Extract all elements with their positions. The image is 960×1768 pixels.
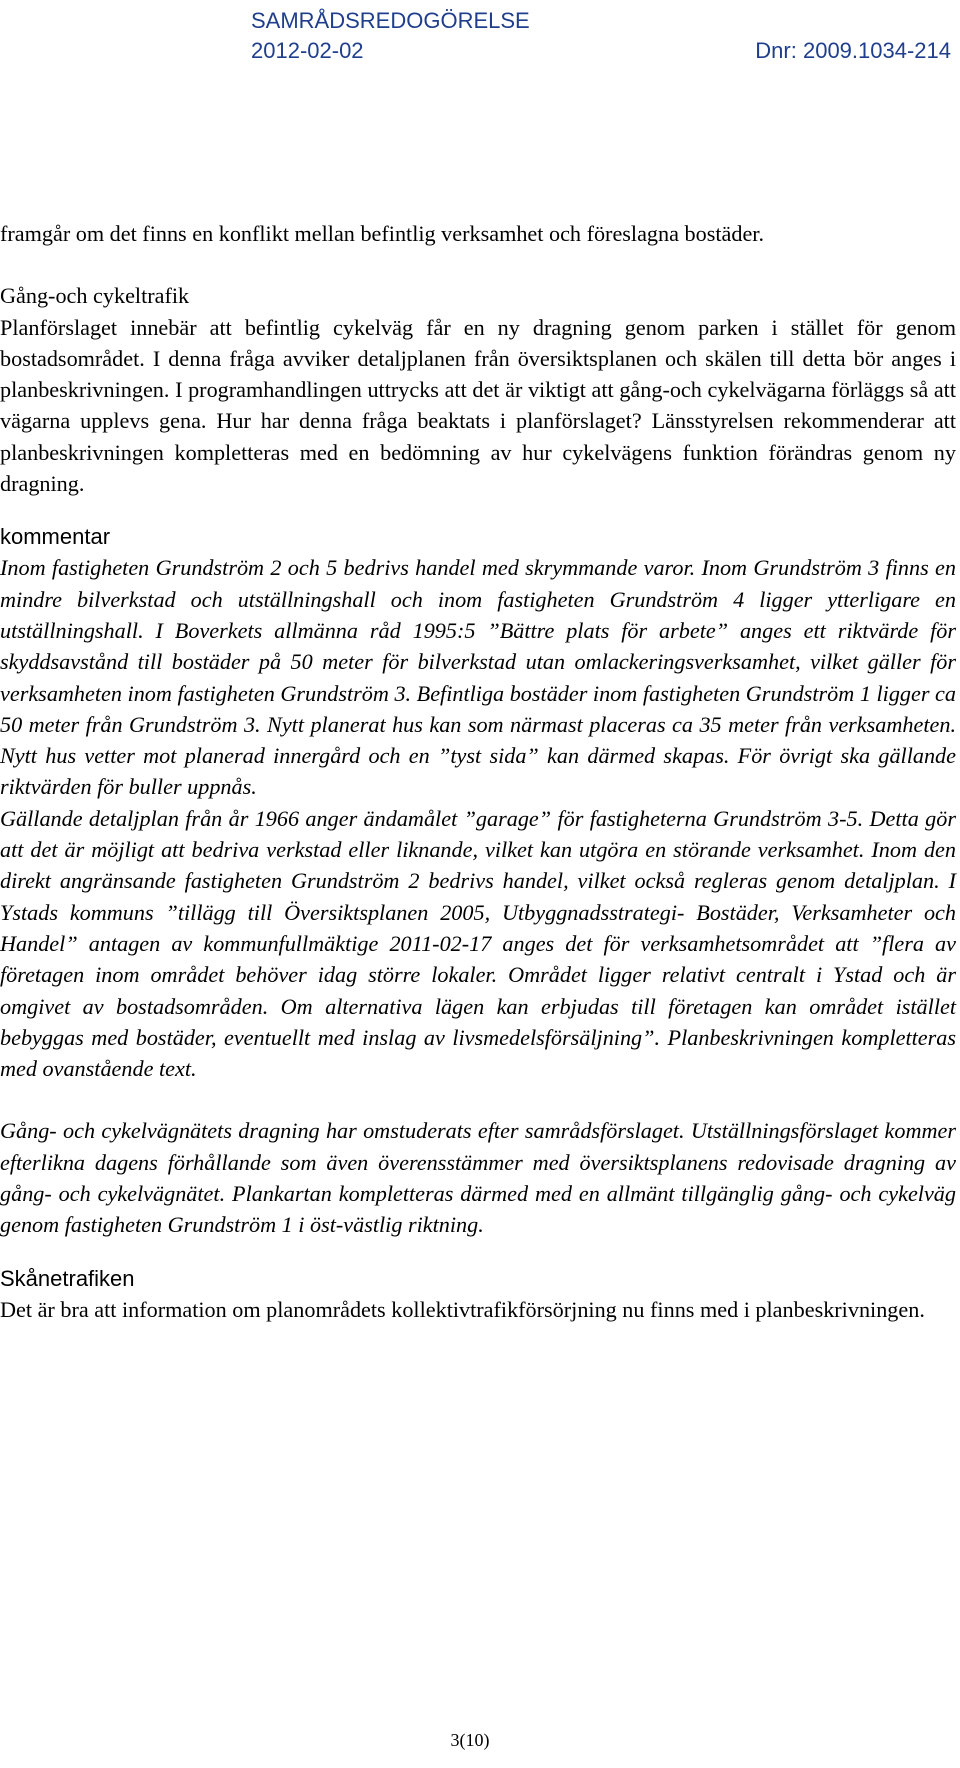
section-heading-skanetrafiken: Skånetrafiken <box>0 1265 135 1291</box>
intro-paragraph: framgår om det finns en konflikt mellan befintlig verksamhet och föreslagna bostäder. <box>0 221 765 246</box>
document-date: 2012-02-02 <box>251 38 364 63</box>
kommentar-paragraph-3: Gång- och cykelvägnätets dragning har omstuderats efter samrådsförslaget. Utställningsförslaget kommer efterlikna dagens förhållande som även överensstämmer med översiktsplanens redovisade dragning av gång- och cykelvägnätet. Plankartan kompletteras därmed med en allmänt tillgänglig gång- och cykelväg genom fastigheten Grundström 1 i öst-västlig riktning. <box>0 1118 956 1238</box>
kommentar-paragraph-2: Gällande detaljplan från år 1966 anger ändamålet ”garage” för fastigheterna Grundström 3-5. Detta gör att det är möjligt att bedriva verkstad eller liknande, vilket kan utgöra en störande verksamhet. Inom den direkt angränsande fastigheten Grundström 2 bedrivs handel, vilket också regleras genom detaljplan. I Ystads kommuns ”tillägg till Översiktsplanen 2005, Utbyggnadsstrategi- Bostäder, Verksamheter och Handel” antagen av kommunfullmäktige 2011-02-17 anges det för verksamhetsområdet att ”flera av företagen inom området behöver idag större lokaler. Området ligger relativt centralt i Ystad och är omgivet av bostadsområden. Om alternativa lägen kan erbjudas till företagen kan området istället bebyggas med bostäder, eventuellt med inslag av livsmedelsförsäljning”. Planbeskrivningen kompletteras med ovanstående text. <box>0 805 956 1082</box>
header-meta-row <box>251 36 951 66</box>
skanetrafiken-paragraph: Det är bra att information om planområdets kollektivtrafikförsörjning nu finns med i planbeskrivningen. <box>0 1296 925 1322</box>
page-header <box>251 6 951 66</box>
document-body <box>0 218 956 1325</box>
kommentar-heading: kommentar <box>0 524 111 550</box>
document-title: SAMRÅDSREDOGÖRELSE <box>251 8 530 33</box>
document-dnr: Dnr: 2009.1034-214 <box>755 38 951 63</box>
page-number: 3(10) <box>450 1730 490 1750</box>
kommentar-paragraph-1: Inom fastigheten Grundström 2 och 5 bedrivs handel med skrymmande varor. Inom Grundström 3 finns en mindre bilverkstad och utställningshall och inom fastigheten Grundström 4 ligger ytterligare en utställningshall. I Boverkets allmänna råd 1995:5 ”Bättre plats för arbete” anges ett riktvärde för skyddsavstånd till bostäder på 50 meter för bilverkstad utan omlackeringsverksamhet, vilket gäller för verksamheten inom fastigheten Grundström 3. Befintliga bostäder inom fastigheten Grundström 1 ligger ca 50 meter från Grundström 3. Nytt planerat hus kan som närmast placeras ca 35 meter från verksamheten. Nytt hus vetter mot planerad innergård och en ”tyst sida” kan därmed skapas. För övrigt ska gällande riktvärden för buller uppnås. <box>0 555 956 800</box>
gang-och-cykeltrafik-paragraph: Planförslaget innebär att befintlig cykelväg får en ny dragning genom parken i stället för genom bostadsområdet. I denna fråga avviker detaljplanen från översiktsplanen och skälen till detta bör anges i planbeskrivningen. I programhandlingen uttrycks att det är viktigt att gång-och cykelvägarna förläggs så att vägarna upplevs gena. Hur har denna fråga beaktats i planförslaget? Länsstyrelsen rekommenderar att planbeskrivningen kompletteras med en bedömning av hur cykelvägens funktion förändras genom ny dragning. <box>0 314 956 497</box>
section-heading-gang-och-cykeltrafik: Gång-och cykeltrafik <box>0 283 190 309</box>
